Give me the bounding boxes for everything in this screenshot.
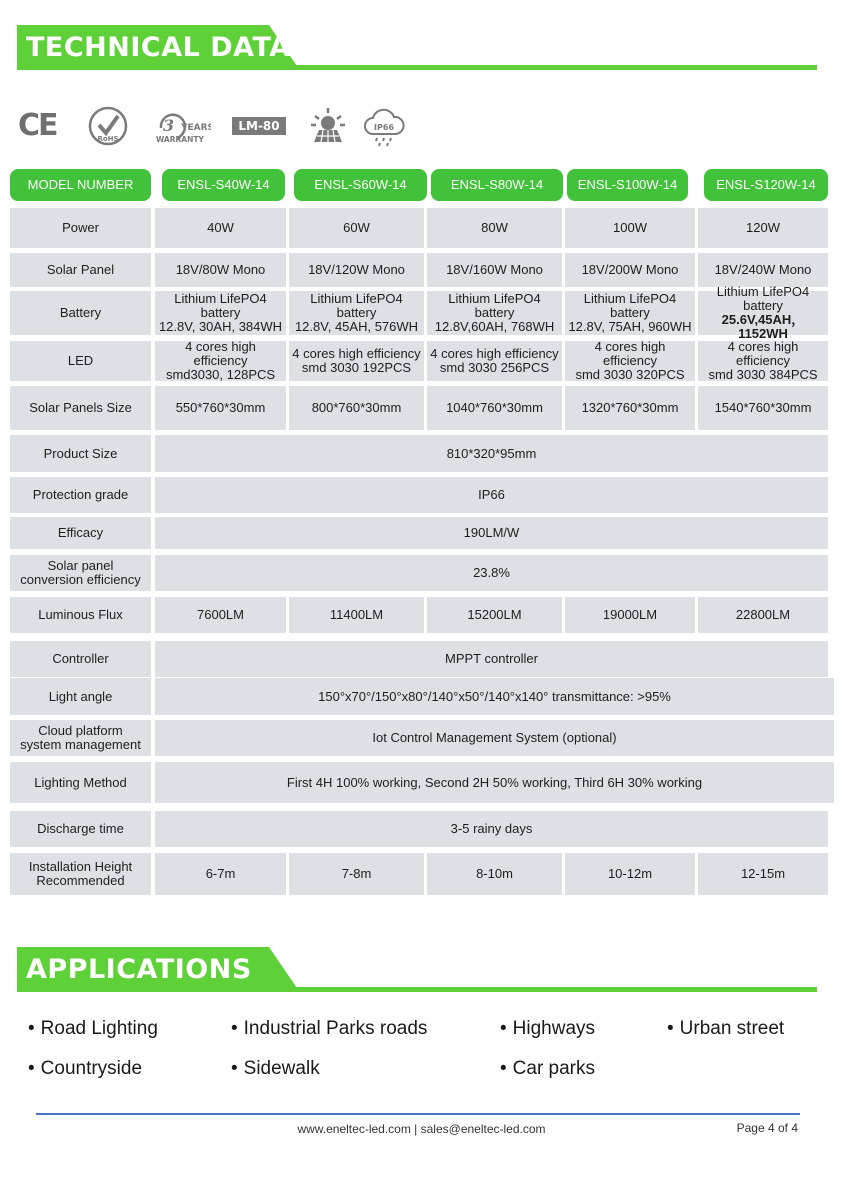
table-cell-line: 4 cores high efficiency [292,346,421,361]
ip66-label: IP66 [374,123,394,132]
table-cell: 11400LM [289,597,424,633]
table-cell-line: smd 3030 320PCS [575,367,685,382]
lm80-badge: LM-80 [232,117,286,135]
table-cell: 800*760*30mm [289,386,424,430]
row-label: Controller [10,641,151,677]
table-cell-line: 4 cores high efficiency [727,339,799,368]
row-label: Lighting Method [10,762,151,803]
table-cell: 18V/160W Mono [427,253,562,287]
table-cell: 1540*760*30mm [698,386,828,430]
bullet-icon: • [500,1058,507,1079]
application-label: Highways [512,1018,596,1039]
table-cell-span: 190LM/W [155,517,828,549]
application-item [667,1018,784,1040]
row-label-line: conversion efficiency [20,572,141,587]
row-label: Efficacy [10,517,151,549]
bullet-icon: • [28,1018,35,1039]
table-cell-line: 4 cores high efficiency [185,339,256,368]
table-cell-span: 150°x70°/150°x80°/140°x50°/140°x140° transmittance: >95% [155,678,834,715]
application-item [231,1058,320,1080]
table-cell: 6-7m [155,853,286,895]
table-cell-line: smd 3030 192PCS [301,360,412,375]
table-cell: 7600LM [155,597,286,633]
application-item [500,1018,595,1040]
table-cell [427,291,562,335]
banner-underline [17,987,817,992]
table-cell-line: 12.8V,60AH, 768WH [434,319,555,334]
row-label-line: Installation Height [28,859,133,874]
technical-data-title: TECHNICAL DATA [26,32,291,63]
warranty-years: YEARS [181,123,211,133]
application-item [28,1018,158,1040]
table-cell-line: Lithium LifePO4 battery [448,291,541,320]
table-cell [289,341,424,381]
application-item [28,1058,142,1080]
table-cell: 60W [289,208,424,248]
table-cell [698,284,828,341]
application-label: Urban street [679,1018,785,1039]
row-label: Battery [10,291,151,335]
table-cell-line: smd3030, 128PCS [165,367,276,382]
table-cell-line: Lithium LifePO4 battery [716,284,810,313]
rohs-label: RoHS [97,135,119,143]
table-cell: 100W [565,208,695,248]
row-label-line: Recommended [36,873,125,888]
row-label-line: Solar panel [47,558,114,573]
table-cell: 12-15m [698,853,828,895]
solar-panel-sun-icon [308,106,348,151]
table-cell-line: smd 3030 256PCS [439,360,550,375]
model-header: ENSL-S120W-14 [704,169,828,201]
table-cell: 120W [698,208,828,248]
model-header: ENSL-S40W-14 [162,169,285,201]
table-cell-line: Lithium LifePO4 battery [310,291,403,320]
table-cell: 8-10m [427,853,562,895]
table-cell-line: 12.8V, 45AH, 576WH [294,319,419,334]
table-cell-span: Iot Control Management System (optional) [155,720,834,756]
table-cell [155,291,286,335]
applications-title: APPLICATIONS [26,954,252,985]
bullet-icon: • [500,1018,507,1039]
bullet-icon: • [231,1018,238,1039]
table-cell [698,341,828,381]
table-cell: 80W [427,208,562,248]
application-item [500,1058,595,1080]
application-label: Road Lighting [40,1018,158,1039]
banner-underline [17,65,817,70]
row-label: Light angle [10,678,151,715]
table-cell: 10-12m [565,853,695,895]
table-cell: 18V/120W Mono [289,253,424,287]
table-cell: 18V/80W Mono [155,253,286,287]
table-cell: 40W [155,208,286,248]
table-cell [289,291,424,335]
row-label: Product Size [10,435,151,472]
table-cell [565,291,695,335]
rohs-icon [88,106,128,151]
table-cell-span: 810*320*95mm [155,435,828,472]
row-label: Solar Panels Size [10,386,151,430]
table-cell-line: smd 3030 384PCS [708,367,818,382]
table-cell: 1040*760*30mm [427,386,562,430]
model-header: ENSL-S60W-14 [294,169,427,201]
model-header: ENSL-S80W-14 [431,169,563,201]
application-label: Sidewalk [243,1058,320,1079]
table-cell-line: 4 cores high efficiency [430,346,559,361]
table-cell-line: Lithium LifePO4 battery [174,291,267,320]
row-label: Luminous Flux [10,597,151,633]
model-number-header: MODEL NUMBER [10,169,151,201]
footer-divider [36,1113,800,1115]
table-cell [427,341,562,381]
bullet-icon: • [231,1058,238,1079]
ce-mark-icon: CE [18,108,57,143]
table-cell: 18V/240W Mono [698,253,828,287]
row-label [10,555,151,591]
table-cell: 22800LM [698,597,828,633]
row-label [10,720,151,756]
ip66-cloud-icon [363,106,405,153]
warranty-label: WARRANTY [156,135,204,144]
table-cell-line: 25.6V,45AH，1152WH [721,312,805,341]
table-cell-line: Lithium LifePO4 battery [583,291,677,320]
application-label: Countryside [40,1058,143,1079]
table-cell: 1320*760*30mm [565,386,695,430]
table-cell-line: 12.8V, 30AH, 384WH [158,319,283,334]
table-cell [155,341,286,381]
bullet-icon: • [667,1018,674,1039]
footer-contact: www.eneltec-led.com | sales@eneltec-led.com [297,1122,546,1136]
application-label: Industrial Parks roads [243,1018,428,1039]
table-cell-span: MPPT controller [155,641,828,677]
application-label: Car parks [512,1058,596,1079]
table-cell-line: 4 cores high efficiency [594,339,666,368]
table-cell: 19000LM [565,597,695,633]
table-cell-span: First 4H 100% working, Second 2H 50% working, Third 6H 30% working [155,762,834,803]
row-label [10,853,151,895]
table-cell-span: 23.8% [155,555,828,591]
table-cell-span: 3-5 rainy days [155,811,828,847]
row-label-line: system management [20,737,141,752]
application-item [231,1018,427,1040]
table-cell: 18V/200W Mono [565,253,695,287]
row-label: Solar Panel [10,253,151,287]
table-cell: 550*760*30mm [155,386,286,430]
table-cell-line: 12.8V, 75AH, 960WH [568,319,692,334]
row-label-line: Cloud platform [38,723,123,738]
row-label: Discharge time [10,811,151,847]
page-number: Page 4 of 4 [736,1121,798,1135]
table-cell: 7-8m [289,853,424,895]
bullet-icon: • [28,1058,35,1079]
row-label: LED [10,341,151,381]
table-cell: 15200LM [427,597,562,633]
warranty-icon [155,110,209,144]
table-cell-span: IP66 [155,477,828,513]
table-cell [565,341,695,381]
model-header: ENSL-S100W-14 [567,169,688,201]
row-label: Protection grade [10,477,151,513]
row-label: Power [10,208,151,248]
warranty-number: 3 [163,116,175,135]
